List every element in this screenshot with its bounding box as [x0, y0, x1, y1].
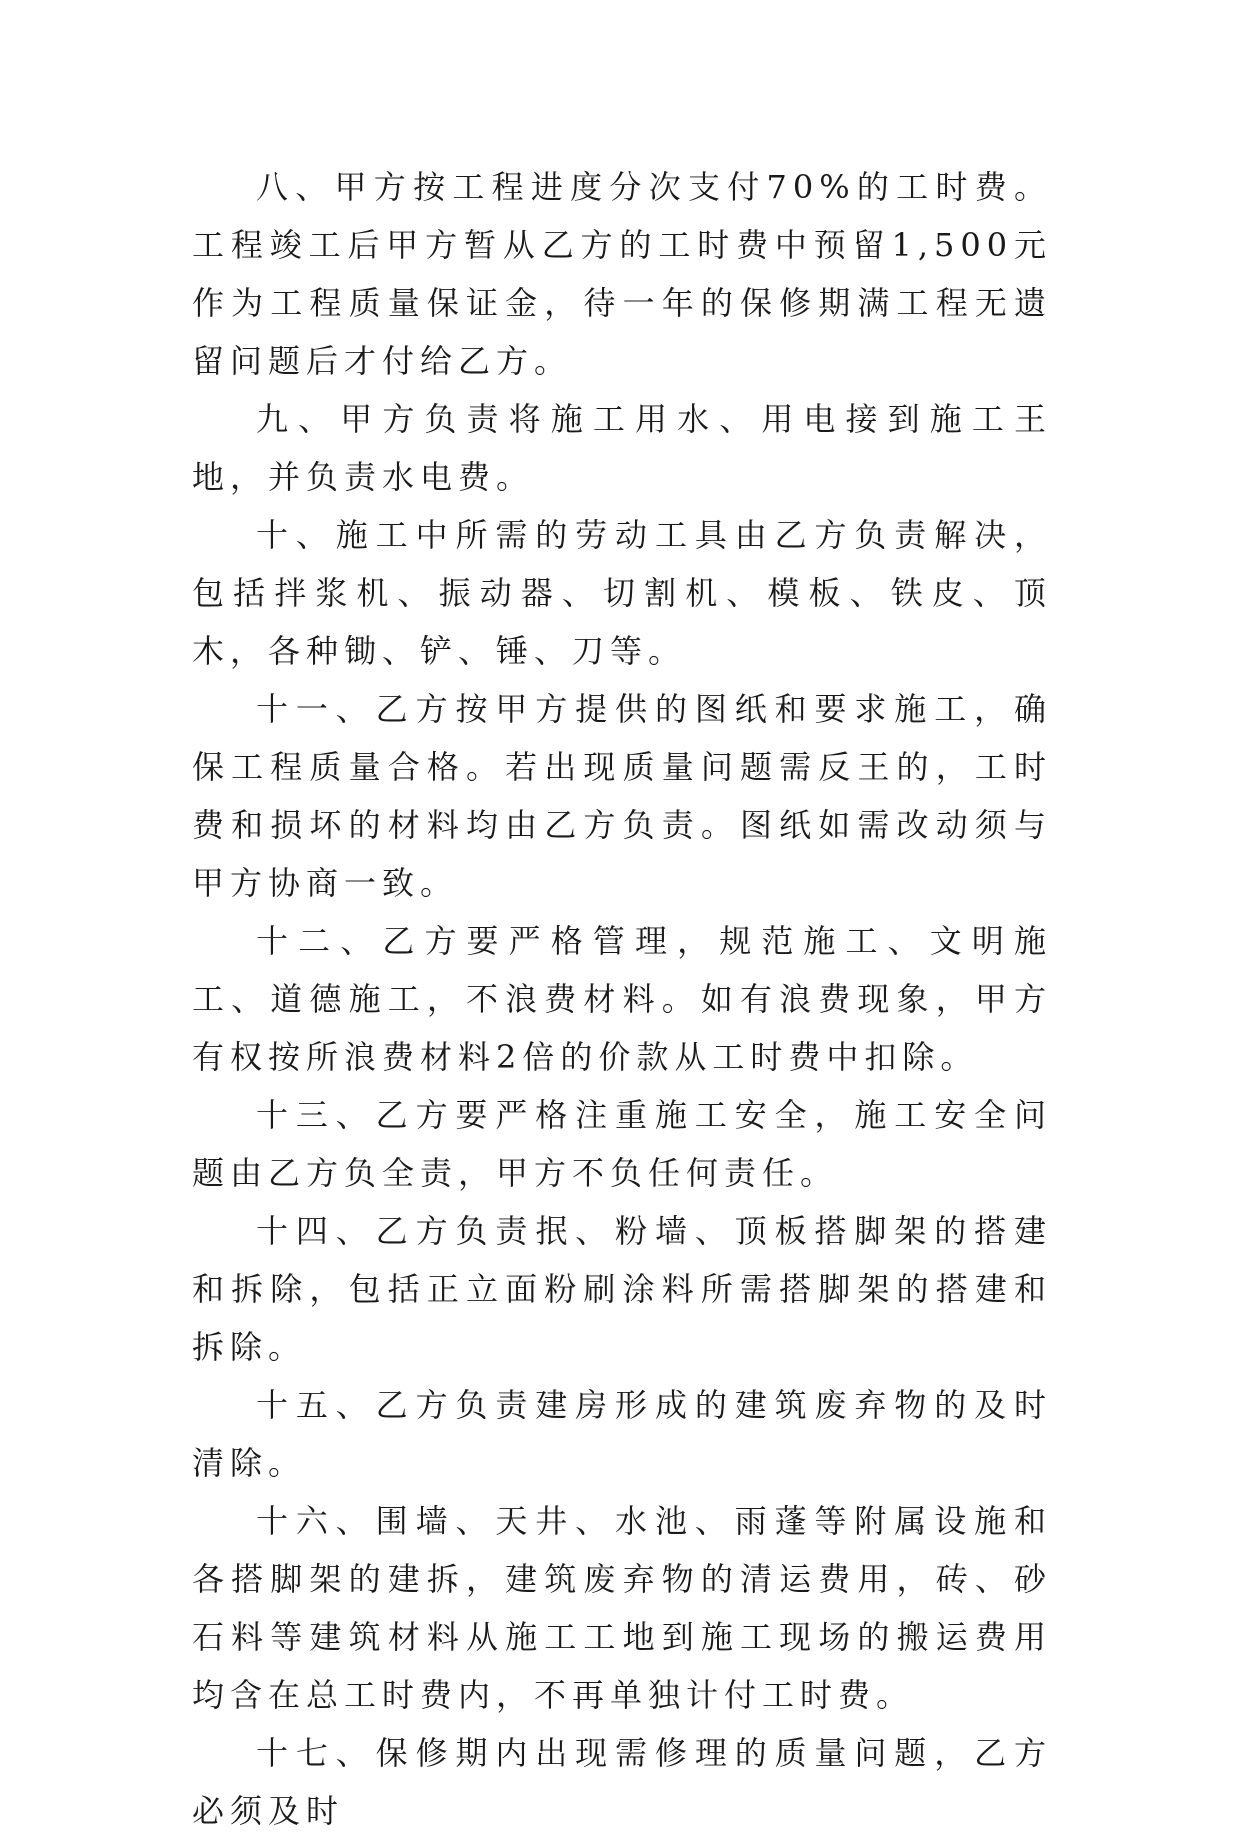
paragraph-clause-17: 十七、保修期内出现需修理的质量问题，乙方必须及时	[192, 1734, 1052, 1830]
paragraph-clause-14: 十四、乙方负责抿、粉墙、顶板搭脚架的搭建和拆除，包括正立面粉刷涂料所需搭脚架的搭建和拆除。	[192, 1212, 1052, 1366]
paragraph-clause-15: 十五、乙方负责建房形成的建筑废弃物的及时清除。	[192, 1386, 1052, 1482]
paragraph-clause-13: 十三、乙方要严格注重施工安全，施工安全问题由乙方负全责，甲方不负任何责任。	[192, 1096, 1052, 1192]
paragraph-clause-12: 十二、乙方要严格管理，规范施工、文明施工、道德施工，不浪费材料。如有浪费现象，甲方有权按所浪费材料2倍的价款从工时费中扣除。	[192, 922, 1052, 1076]
paragraph-clause-16: 十六、围墙、天井、水池、雨蓬等附属设施和各搭脚架的建拆，建筑废弃物的清运费用，砖、砂石料等建筑材料从施工工地到施工现场的搬运费用均含在总工时费内，不再单独计付工时费。	[192, 1502, 1052, 1714]
paragraph-clause-8: 八、甲方按工程进度分次支付70%的工时费。工程竣工后甲方暂从乙方的工时费中预留1,500元作为工程质量保证金，待一年的保修期满工程无遗留问题后才付给乙方。	[192, 168, 1052, 380]
document-body	[192, 158, 1052, 1840]
paragraph-clause-9: 九、甲方负责将施工用水、用电接到施工王地，并负责水电费。	[192, 400, 1052, 496]
paragraph-clause-11: 十一、乙方按甲方提供的图纸和要求施工，确保工程质量合格。若出现质量问题需反王的，工时费和损坏的材料均由乙方负责。图纸如需改动须与甲方协商一致。	[192, 690, 1052, 902]
paragraph-clause-10: 十、施工中所需的劳动工具由乙方负责解决，包括拌浆机、振动器、切割机、模板、铁皮、顶木，各种锄、铲、锤、刀等。	[192, 516, 1052, 670]
